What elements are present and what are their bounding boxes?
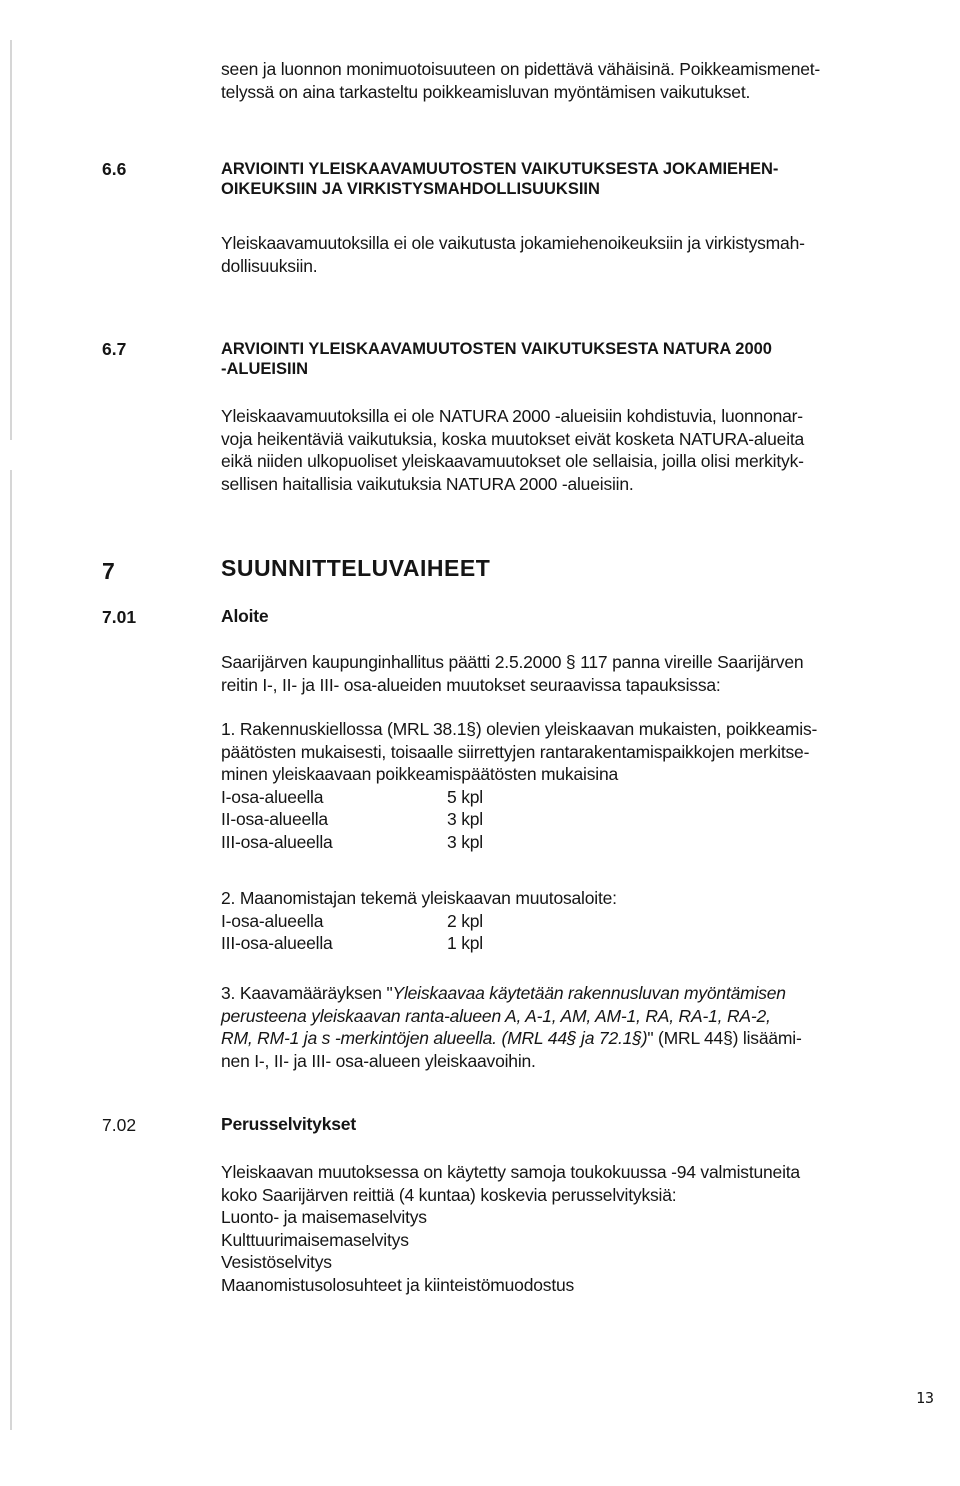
- list-item: Luonto- ja maisemaselvitys: [221, 1207, 427, 1227]
- list-item: Vesistöselvitys: [221, 1252, 332, 1272]
- list-item: Kulttuurimaisemaselvitys: [221, 1229, 409, 1250]
- section-paragraph: Yleiskaavan muutoksessa on käytetty samoja toukokuussa -94 valmistuneita koko Saarijärven reittiä (4 kuntaa) koskevia perusselvityksiä: Luonto- ja maisemaselvitys Kulttuurimaisemaselvitys Vesistöselvitys Maanomistusolosuhteet ja kiinteistömuodostus: [221, 1161, 941, 1296]
- count-value: 3 kpl: [447, 809, 483, 829]
- area-count-table: [221, 786, 941, 854]
- count-value: 5 kpl: [447, 786, 483, 807]
- section-paragraph: Yleiskaavamuutoksilla ei ole NATURA 2000 -alueisiin kohdistuvia, luonnonar- voja heikentäviä vaikutuksia, koska muutokset eivät kosketa NATURA-alueita eikä niiden ulkopuoliset yleiskaavamuutokset ole sellaisia, joilla olisi merkityk- sellisen haitallisia vaikutuksia NATURA 2000 -alueisiin.: [221, 406, 805, 494]
- count-value: 2 kpl: [447, 910, 483, 931]
- section-title: Aloite: [221, 606, 269, 626]
- section-number: 7.01: [102, 607, 137, 627]
- area-count-table: [221, 910, 941, 955]
- section-number: 6.7: [102, 339, 127, 359]
- area-label: II-osa-alueella: [221, 809, 328, 829]
- area-label: III-osa-alueella: [221, 831, 333, 852]
- list-item: 3. Kaavamääräyksen "Yleiskaavaa käytetään rakennusluvan myöntämisen perusteena yleiskaavan ranta-alueen A, A-1, AM, AM-1, RA, RA-1, RA-2, RM, RM-1 ja s -merkintöjen alueella. (MRL 44§ ja 72.1§)" (MRL 44§) lisäämi- nen I-, II- ja III- osa-alueen yleiskaavoihin.: [221, 983, 802, 1071]
- area-label: I-osa-alueella: [221, 910, 324, 931]
- count-value: 1 kpl: [447, 933, 483, 953]
- area-label: I-osa-alueella: [221, 786, 324, 807]
- section-number: 7.02: [102, 1115, 137, 1135]
- section-number: 6.6: [102, 159, 127, 179]
- margin-rule: [10, 40, 12, 440]
- list-item: Maanomistusolosuhteet ja kiinteistömuodostus: [221, 1274, 575, 1295]
- section-title: Perusselvitykset: [221, 1114, 356, 1134]
- margin-rule: [10, 470, 12, 1430]
- section-paragraph: Yleiskaavamuutoksilla ei ole vaikutusta jokamiehenoikeuksiin ja virkistysmah- dollisuuksiin.: [221, 233, 805, 276]
- intro-paragraph: seen ja luonnon monimuotoisuuteen on pidettävä vähäisinä. Poikkeamismenet- telyssä on aina tarkasteltu poikkeamisluvan myöntämisen vaikutukset.: [221, 59, 821, 102]
- section-heading: ARVIOINTI YLEISKAAVAMUUTOSTEN VAIKUTUKSESTA JOKAMIEHEN- OIKEUKSIIN JA VIRKISTYSMAHDOLLISUUKSIIN: [221, 160, 779, 198]
- count-value: 3 kpl: [447, 831, 483, 852]
- area-label: III-osa-alueella: [221, 933, 333, 953]
- chapter-title: SUUNNITTELUVAIHEET: [221, 555, 491, 581]
- section-paragraph: Saarijärven kaupunginhallitus päätti 2.5.2000 § 117 panna vireille Saarijärven reitin I-, II- ja III- osa-alueiden muutokset seuraavissa tapauksissa:: [221, 652, 804, 695]
- chapter-number: 7: [102, 558, 116, 584]
- list-item: 2. Maanomistajan tekemä yleiskaavan muutosaloite: I-osa-alueella 2 kpl III-osa-alueella 1 kpl: [221, 887, 941, 955]
- section-heading: ARVIOINTI YLEISKAAVAMUUTOSTEN VAIKUTUKSESTA NATURA 2000 -ALUEISIIN: [221, 340, 772, 378]
- page-number: 13: [915, 1389, 934, 1407]
- list-item: 1. Rakennuskiellossa (MRL 38.1§) olevien yleiskaavan mukaisten, poikkeamis- päätösten mukaisesti, toisaalle siirrettyjen rantarakentamispaikkojen merkitse- minen yleiskaavaan poikkeamispäätösten mukaisina I-osa-alueella 5 kpl II-osa-alueella 3 kpl III-osa-alueella 3 kpl: [221, 718, 941, 853]
